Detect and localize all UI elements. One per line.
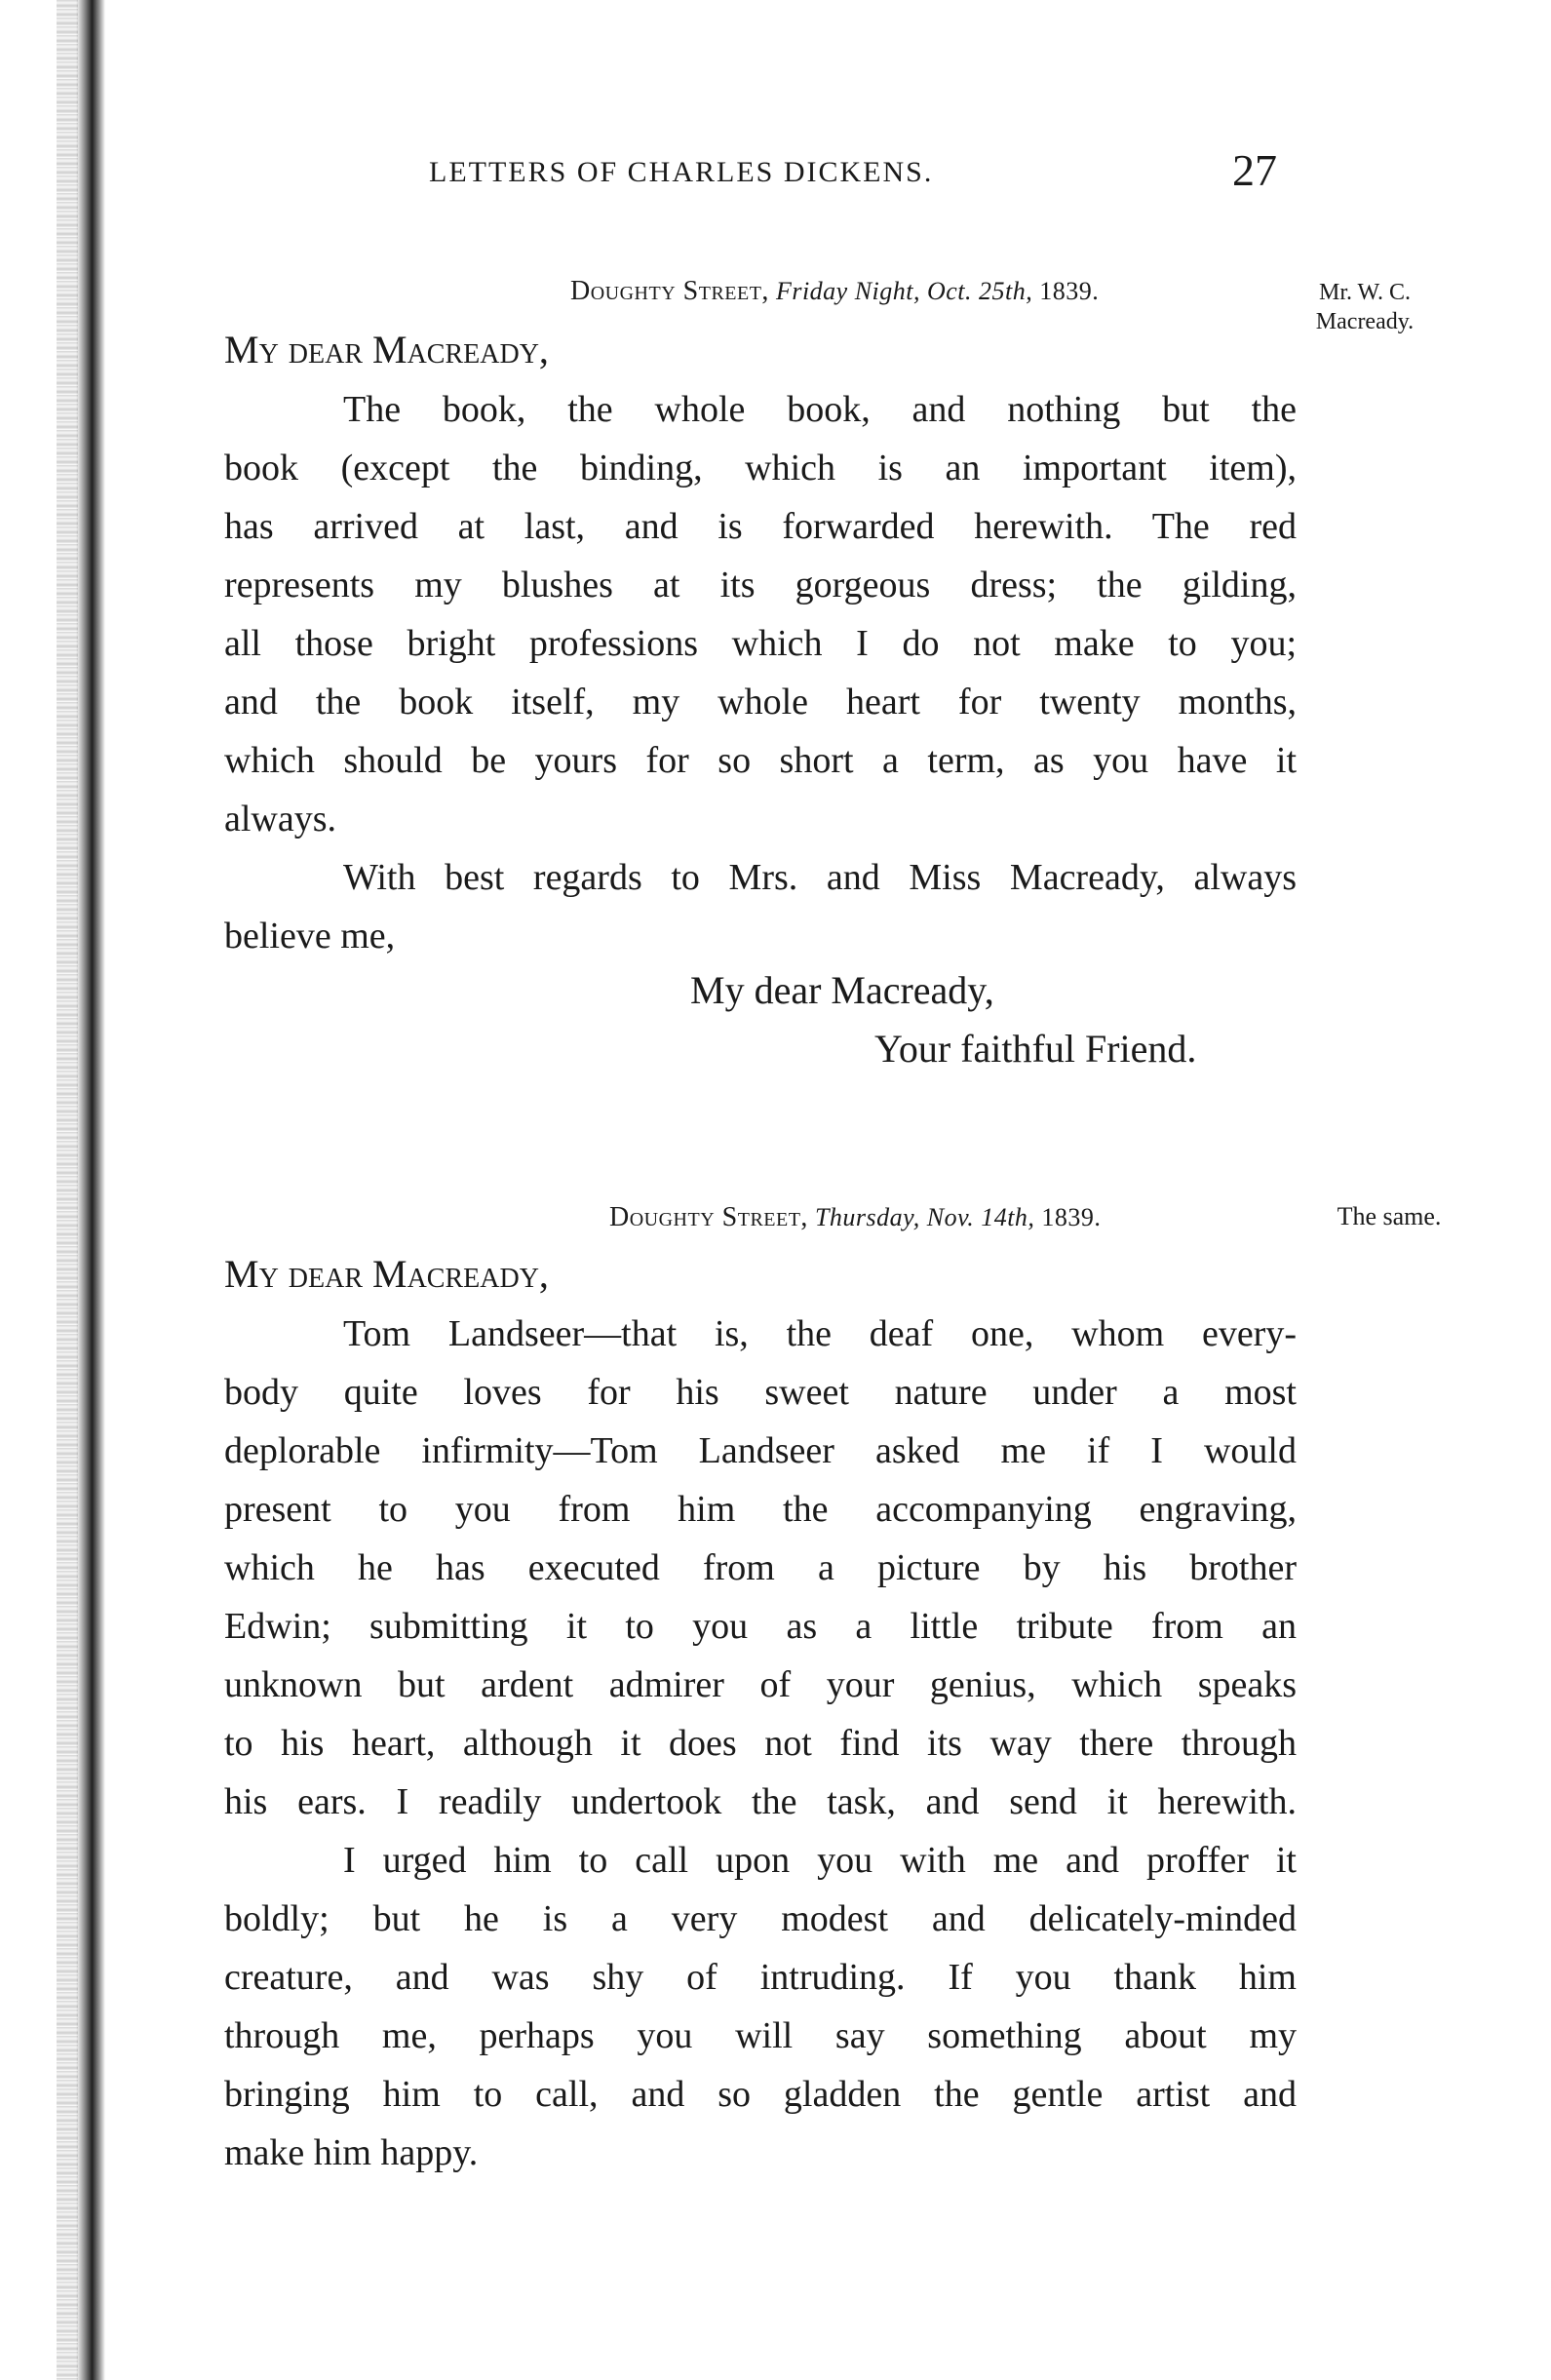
letter-1-paragraph-1 (224, 380, 1297, 848)
text-line: has arrived at last, and is forwarded herewith. The red (224, 506, 1297, 547)
letter-2-dateline (609, 1202, 1101, 1233)
text-line: make him happy. (224, 2132, 479, 2173)
text-line: represents my blushes at its gorgeous dress; the gilding, (224, 565, 1297, 605)
text-line: present to you from him the accompanying engraving, (224, 1489, 1297, 1530)
text-line: boldly; but he is a very modest and delicately-minded (224, 1898, 1297, 1939)
letter-2-margin-note (1311, 1202, 1467, 1231)
dateline-date: Friday Night, Oct. 25th, (775, 277, 1033, 305)
letter-1-paragraph-2 (224, 848, 1297, 965)
scan-gutter-shadow (76, 0, 105, 2380)
letter-2-salutation: My dear Macready, (224, 1252, 549, 1296)
text-line: which should be yours for so short a term, as you have it (224, 740, 1297, 781)
text-line: deplorable infirmity—Tom Landseer asked me if I would (224, 1430, 1297, 1471)
margin-note-line: Mr. W. C. (1318, 280, 1412, 305)
text-line: With best regards to Mrs. and Miss Macready, always (343, 857, 1297, 898)
text-line: body quite loves for his sweet nature under a most (224, 1372, 1297, 1413)
margin-note-line: Macready. (1315, 309, 1415, 334)
letter-1-closing-line-1: My dear Macready, (690, 968, 994, 1012)
text-line: to his heart, although it does not find its way there through (224, 1723, 1297, 1764)
text-line: Edwin; submitting it to you as a little tribute from an (224, 1606, 1297, 1647)
text-line: creature, and was shy of intruding. If you thank him (224, 1957, 1297, 1998)
text-line: his ears. I readily undertook the task, and send it herewith. (224, 1781, 1297, 1822)
text-line: through me, perhaps you will say something about my (224, 2015, 1297, 2056)
text-line: Tom Landseer—that is, the deaf one, whom every- (343, 1313, 1297, 1354)
dateline-place: Doughty Street, (609, 1202, 808, 1232)
margin-note-line: The same. (1337, 1202, 1442, 1230)
text-line: bringing him to call, and so gladden the gentle artist and (224, 2074, 1297, 2115)
text-line: and the book itself, my whole heart for twenty months, (224, 682, 1297, 722)
scan-gutter-speckle (57, 0, 78, 2380)
letter-2-paragraph-1 (224, 1305, 1297, 1831)
dateline-year: 1839. (1039, 277, 1100, 305)
dateline-place: Doughty Street, (570, 276, 769, 306)
letter-1-closing-line-2: Your faithful Friend. (874, 1027, 1197, 1071)
letter-1-margin-note (1277, 278, 1453, 336)
text-line: believe me, (224, 916, 396, 956)
text-line: I urged him to call upon you with me and proffer it (343, 1840, 1297, 1881)
text-line: all those bright professions which I do not make to you; (224, 623, 1297, 664)
page-number: 27 (1232, 145, 1277, 195)
letter-2-paragraph-2 (224, 1831, 1297, 2182)
text-line: which he has executed from a picture by his brother (224, 1547, 1297, 1588)
letter-1-dateline (570, 276, 1099, 307)
dateline-year: 1839. (1041, 1203, 1102, 1231)
text-line: The book, the whole book, and nothing but the (343, 389, 1297, 430)
running-head: LETTERS OF CHARLES DICKENS. (429, 156, 934, 188)
text-line: unknown but ardent admirer of your genius, which speaks (224, 1664, 1297, 1705)
letter-1-salutation: My dear Macready, (224, 328, 549, 371)
text-line: book (except the binding, which is an important item), (224, 448, 1297, 488)
text-line: always. (224, 799, 337, 839)
dateline-date: Thursday, Nov. 14th, (814, 1203, 1035, 1231)
